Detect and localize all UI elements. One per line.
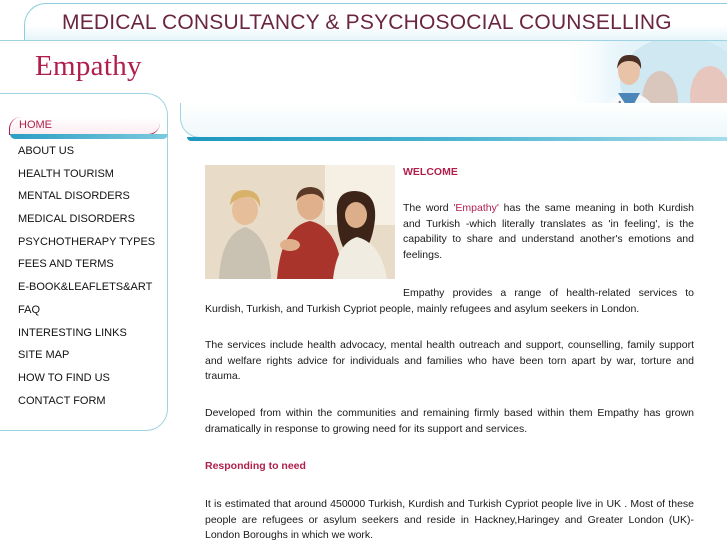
- population-paragraph: It is estimated that around 450000 Turkish, Kurdish and Turkish Cypriot people live in UK . Most of these people are refugees or asylum seekers and reside in Hackney,Haringey and Greater London (UK)-London Boroughs in which we work.: [205, 498, 694, 541]
- site-title: MEDICAL CONSULTANCY & PSYCHOSOCIAL COUNSELLING: [62, 11, 672, 34]
- services-range-paragraph: [205, 286, 694, 317]
- content-header-band: [180, 103, 727, 138]
- services-include-paragraph: The services include health advocacy, mental health outreach and support, counselling, family support and welfare rights advice for individuals and families who have been torn apart by war, torture and trauma.: [205, 339, 694, 382]
- nav-item-home[interactable]: HOME: [9, 117, 160, 135]
- site-logo[interactable]: Empathy: [35, 50, 142, 82]
- intro-text-end: has the same meaning in both Kurdish and Turkish -which literally translates as 'in feeling', is the capability to share and understand another's emotions and feelings.: [403, 202, 695, 261]
- welcome-heading: WELCOME: [403, 166, 458, 178]
- nav-item-health-tourism[interactable]: HEALTH TOURISM: [18, 167, 114, 180]
- intro-text-start: The word: [403, 202, 454, 214]
- responding-heading: Responding to need: [205, 460, 306, 472]
- nav-item-about-us[interactable]: ABOUT US: [18, 145, 75, 157]
- intro-paragraph: [403, 201, 694, 263]
- nav-item-how-to-find-us[interactable]: HOW TO FIND US: [18, 371, 110, 384]
- empathy-highlight: 'Empathy': [453, 202, 499, 214]
- nav-item-medical-disorders[interactable]: MEDICAL DISORDERS: [18, 213, 135, 226]
- welcome-photo: [205, 165, 395, 279]
- services-range-text: Empathy provides a range of health-related services to Kurdish, Turkish, and Turkish Cypriot people, mainly refugees and asylum seekers in London.: [205, 287, 694, 315]
- community-growth-paragraph: Developed from within the communities and remaining firmly based within them Empathy has grown dramatically in response to growing need for its support and services.: [205, 407, 694, 435]
- people-conversation-icon: [205, 165, 395, 279]
- nav-item-faq[interactable]: FAQ: [18, 303, 41, 316]
- nav-item-interesting-links[interactable]: INTERESTING LINKS: [18, 326, 127, 339]
- main-navigation: [0, 117, 168, 412]
- nav-item-site-map[interactable]: SITE MAP: [18, 349, 70, 362]
- nav-item-contact-form[interactable]: CONTACT FORM: [18, 394, 106, 407]
- nav-item-fees-and-terms[interactable]: FEES AND TERMS: [18, 258, 114, 271]
- nav-item-psychotherapy-types[interactable]: PSYCHOTHERAPY TYPES: [18, 235, 156, 248]
- nav-item-mental-disorders[interactable]: MENTAL DISORDERS: [18, 190, 130, 203]
- nav-item-ebook-leaflets-art[interactable]: E-BOOK&LEAFLETS&ART: [18, 281, 153, 294]
